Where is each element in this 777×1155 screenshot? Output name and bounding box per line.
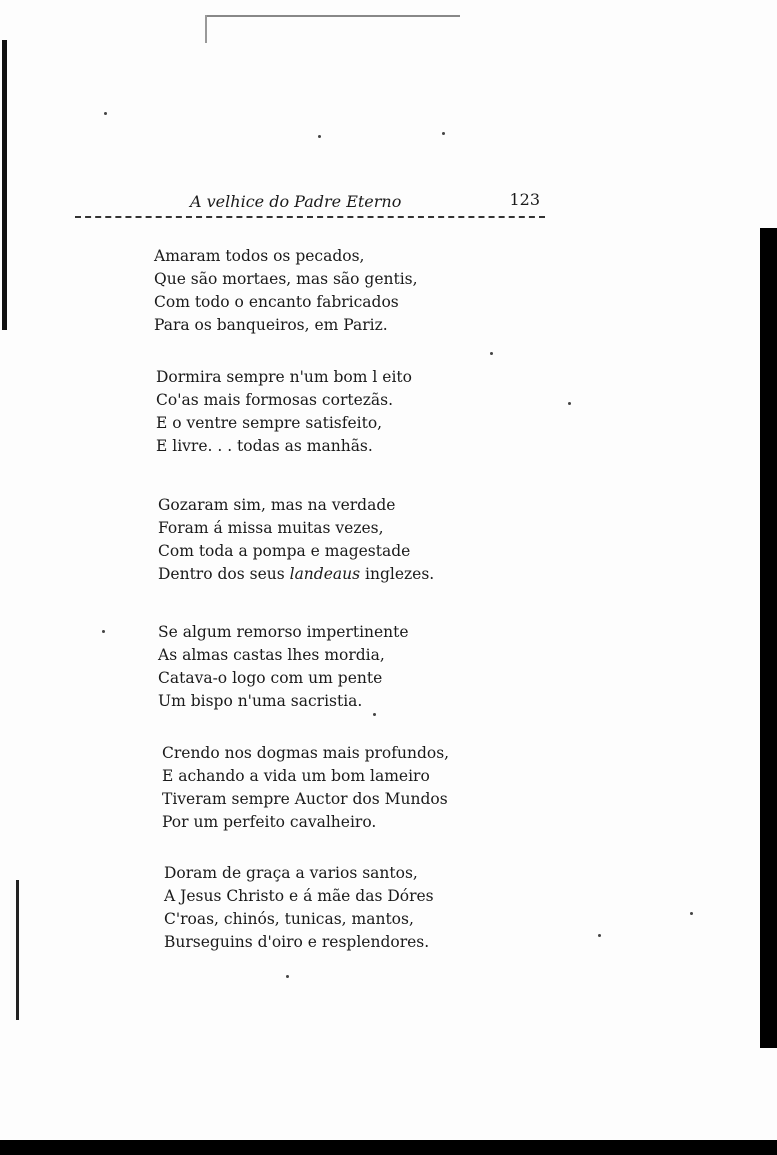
verse-line: Com toda a pompa e magestade <box>158 542 411 560</box>
scan-artifact-line <box>205 15 460 17</box>
scan-border <box>760 228 777 1048</box>
verse-line: Dormira sempre n'um bom l eito <box>156 368 412 386</box>
verse-line: Gozaram sim, mas na verdade <box>158 496 396 514</box>
verse-line: Burseguins d'oiro e resplendores. <box>164 933 430 951</box>
stanza <box>162 742 449 834</box>
scan-speck <box>318 135 321 138</box>
verse-line-start: Dentro dos seus <box>158 565 290 583</box>
stanza <box>154 245 418 337</box>
italic-word: landeaus <box>289 565 361 583</box>
scan-artifact-line <box>205 15 207 43</box>
verse-line: Catava-o logo com um pente <box>158 669 383 687</box>
page-number: 123 <box>509 190 540 209</box>
scan-speck <box>104 112 107 115</box>
verse-line: Que são mortaes, mas são gentis, <box>154 270 418 288</box>
scan-speck <box>373 713 376 716</box>
scan-edge-shadow <box>2 40 7 330</box>
verse-line: Um bispo n'uma sacristia. <box>158 692 363 710</box>
verse-line <box>158 563 434 586</box>
scan-speck <box>102 630 105 633</box>
running-title: A velhice do Padre Eterno <box>190 192 402 211</box>
stanza <box>158 494 434 586</box>
stanza <box>156 366 412 458</box>
verse-line: E livre. . . todas as manhãs. <box>156 437 373 455</box>
verse-line: Crendo nos dogmas mais profundos, <box>162 744 450 762</box>
verse-line: E o ventre sempre satisfeito, <box>156 414 383 432</box>
verse-line: As almas castas lhes mordia, <box>158 646 385 664</box>
verse-line: A Jesus Christo e á mãe das Dóres <box>164 887 434 905</box>
scan-speck <box>286 975 289 978</box>
verse-line: Para os banqueiros, em Pariz. <box>154 316 388 334</box>
scan-border <box>0 1140 777 1155</box>
verse-line: E achando a vida um bom lameiro <box>162 767 430 785</box>
verse-line-end: inglezes. <box>360 565 435 583</box>
verse-line: Tiveram sempre Auctor dos Mundos <box>162 790 448 808</box>
verse-line: C'roas, chinós, tunicas, mantos, <box>164 910 414 928</box>
verse-line: Amaram todos os pecados, <box>154 247 365 265</box>
verse-line: Co'as mais formosas cortezãs. <box>156 391 394 409</box>
header-rule <box>75 216 545 218</box>
verse-line: Foram á missa muitas vezes, <box>158 519 384 537</box>
verse-line: Doram de graça a varios santos, <box>164 864 418 882</box>
verse-line: Com todo o encanto fabricados <box>154 293 399 311</box>
scan-speck <box>598 934 601 937</box>
stanza <box>158 621 409 713</box>
verse-line: Por um perfeito cavalheiro. <box>162 813 377 831</box>
running-header <box>190 190 540 214</box>
scan-speck <box>442 132 445 135</box>
scan-edge-shadow <box>16 880 19 1020</box>
scan-speck <box>490 352 493 355</box>
stanza <box>164 862 434 954</box>
scan-speck <box>690 912 693 915</box>
scan-speck <box>568 402 571 405</box>
verse-line: Se algum remorso impertinente <box>158 623 409 641</box>
